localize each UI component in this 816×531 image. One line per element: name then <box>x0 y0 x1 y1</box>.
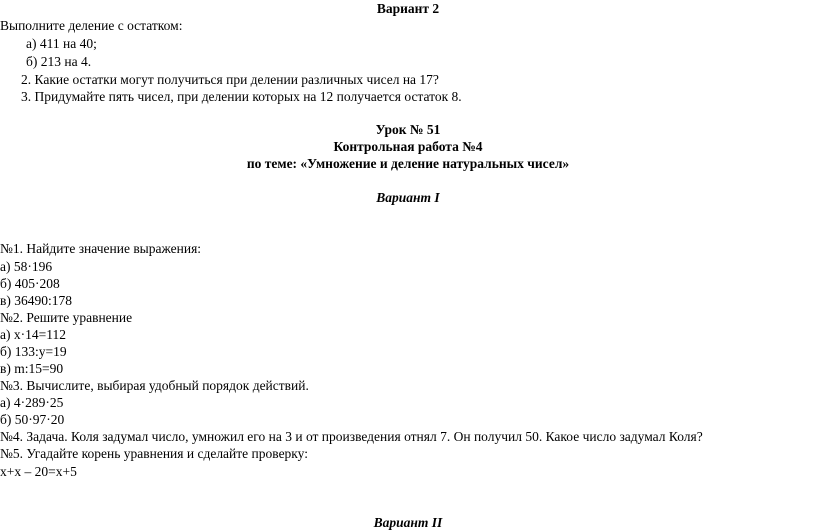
division-task-intro: Выполните деление с остатком: <box>0 18 183 33</box>
v1-line: а) 58·196 <box>0 259 53 274</box>
v1-line: №3. Вычислите, выбирая удобный порядок действий. <box>0 378 309 393</box>
test-topic: по теме: «Умножение и деление натуральных чисел» <box>246 156 570 171</box>
v1-line: б) 405·208 <box>0 276 60 291</box>
test-subtitle: Контрольная работа №4 <box>333 139 483 154</box>
v1-line: №1. Найдите значение выражения: <box>0 241 202 256</box>
variant-2-heading: Вариант 2 <box>376 1 440 16</box>
v1-line: а) x·14=112 <box>0 327 66 342</box>
lesson-title: Урок № 51 <box>375 122 441 137</box>
v1-line: б) 133:y=19 <box>0 344 67 359</box>
v1-line: в) 36490:178 <box>0 293 72 308</box>
v1-line: №5. Угадайте корень уравнения и сделайте проверку: <box>0 446 308 461</box>
task-2-line: 2. Какие остатки могут получиться при делении различных чисел на 17? <box>21 72 439 87</box>
variant-2-roman-heading: Вариант II <box>373 515 443 530</box>
task-3-line: 3. Придумайте пять чисел, при делении которых на 12 получается остаток 8. <box>21 89 462 104</box>
division-item-b: б) 213 на 4. <box>26 54 92 69</box>
variant-1-heading: Вариант I <box>376 190 440 205</box>
v1-line: №4. Задача. Коля задумал число, умножил его на 3 и от произведения отнял 7. Он получил 50. Какое число задумал Коля? <box>0 429 703 444</box>
v1-line: №2. Решите уравнение <box>0 310 133 325</box>
v1-line: x+x – 20=x+5 <box>0 464 77 479</box>
division-item-a: а) 411 на 40; <box>26 36 97 51</box>
v1-line: в) m:15=90 <box>0 361 64 376</box>
v1-line: б) 50·97·20 <box>0 412 65 427</box>
v1-line: а) 4·289·25 <box>0 395 64 410</box>
